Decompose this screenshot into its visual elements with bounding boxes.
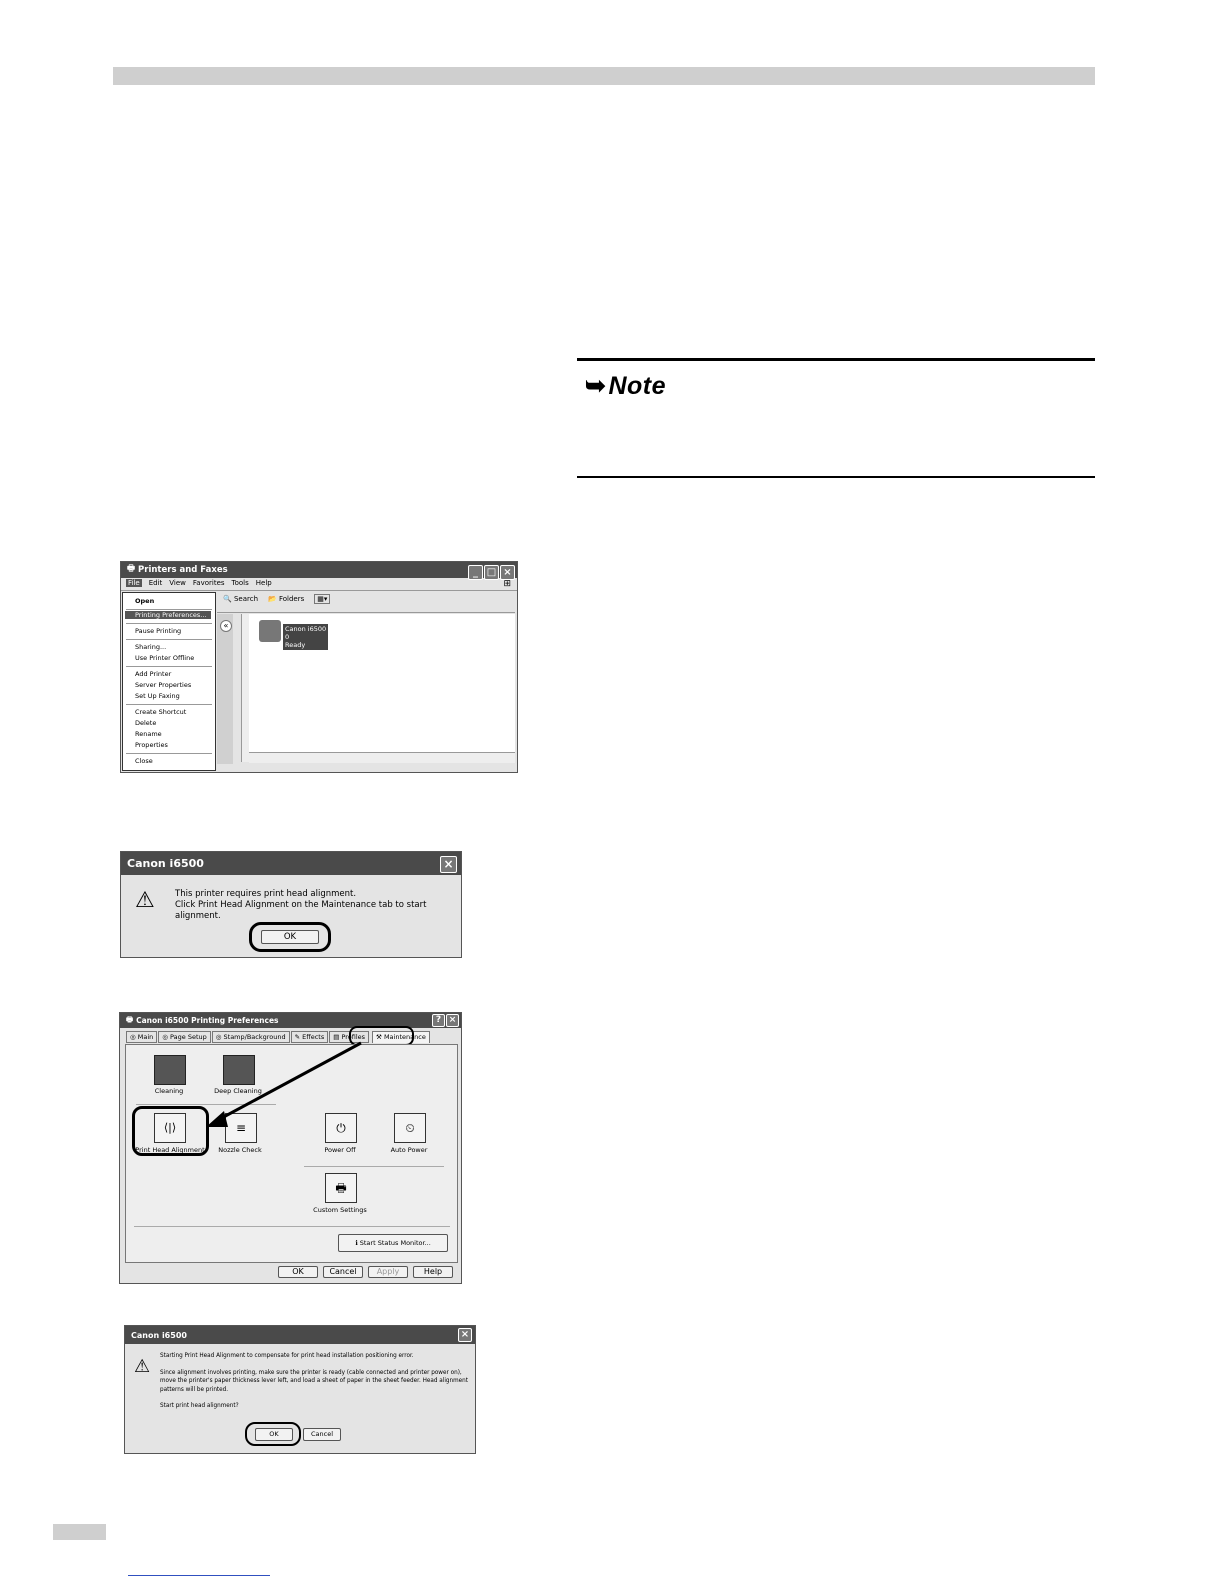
menu-item-close[interactable]: Close (135, 757, 153, 765)
views-button[interactable]: ▦▾ (314, 594, 330, 604)
printer-icon[interactable] (259, 620, 281, 642)
preferences-title: Canon i6500 Printing Preferences (136, 1016, 279, 1025)
menu-tools[interactable]: Tools (231, 579, 249, 587)
menu-edit[interactable]: Edit (148, 579, 163, 587)
nozzle-check-icon[interactable]: ≡ (225, 1113, 257, 1143)
help-icon[interactable]: ? (432, 1014, 445, 1027)
tab-stamp-background-label: Stamp/Background (223, 1033, 286, 1041)
tab-profiles-label: Profiles (341, 1033, 366, 1041)
warning-icon: ⚠ (134, 1356, 151, 1377)
tab-maintenance-label: Maintenance (383, 1033, 426, 1041)
tab-effects[interactable]: ✎ Effects (291, 1031, 329, 1043)
minimize-icon[interactable]: _ (468, 565, 483, 580)
menu-view[interactable]: View (169, 579, 186, 587)
menu-help[interactable]: Help (255, 579, 272, 587)
alert-title: Canon i6500 (127, 857, 204, 870)
menu-item-server-properties[interactable]: Server Properties (135, 681, 192, 689)
search-icon: 🔍 (223, 595, 232, 603)
menu-item-pause-printing[interactable]: Pause Printing (135, 627, 182, 635)
windows-logo-icon: ⊞ (503, 579, 511, 589)
apply-button[interactable]: Apply (368, 1266, 408, 1278)
menu-separator (126, 753, 212, 754)
toolbar-divider (217, 612, 515, 613)
toolbar (223, 594, 330, 604)
menu-item-rename[interactable]: Rename (135, 730, 162, 738)
deep-cleaning-label: Deep Cleaning (214, 1087, 262, 1095)
custom-settings-icon[interactable]: 🖶 (325, 1173, 357, 1203)
file-menu (122, 592, 216, 771)
printers-window (120, 561, 518, 773)
ok-button[interactable]: OK (261, 930, 319, 944)
search-button[interactable] (223, 595, 258, 603)
cleaning-label: Cleaning (154, 1087, 184, 1095)
menu-item-open[interactable]: Open (135, 597, 155, 605)
menu-item-delete[interactable]: Delete (135, 719, 157, 727)
printer-folder-icon: 🖶 (127, 564, 136, 574)
auto-power-label: Auto Power (390, 1146, 428, 1154)
start-dialog-titlebar (125, 1326, 475, 1344)
help-button[interactable]: Help (413, 1266, 453, 1278)
printers-title: Printers and Faxes (138, 565, 228, 575)
horizontal-scrollbar[interactable] (249, 752, 515, 763)
search-label: Search (233, 595, 259, 603)
start-line-2: Since alignment involves printing, make sure the printer is ready (cable connected and printer power on), move the printer's paper thickness lever left, and load a sheet of paper in the sheet feeder. Head alignment patterns will be printed. (160, 1369, 469, 1393)
start-dialog-message (160, 1352, 470, 1411)
menu-file[interactable]: File (128, 579, 140, 587)
printer-small-icon: 🖶 (126, 1015, 134, 1024)
alert-line-2: Click Print Head Alignment on the Maintenance tab to start alignment. (175, 900, 427, 921)
tab-effects-label: Effects (302, 1033, 325, 1041)
close-icon[interactable]: × (458, 1328, 472, 1342)
printers-titlebar (121, 562, 517, 578)
close-icon[interactable]: × (446, 1014, 459, 1027)
power-off-label: Power Off (324, 1146, 356, 1154)
status-monitor-icon: ℹ (355, 1239, 358, 1247)
cancel-button[interactable]: Cancel (323, 1266, 363, 1278)
menu-separator (126, 704, 212, 705)
note-arrow-icon: ➥ (585, 372, 607, 400)
ok-highlight-circle (249, 922, 331, 952)
menu-item-add-printer[interactable]: Add Printer (135, 670, 172, 678)
menubar-divider (121, 590, 517, 591)
menu-item-use-offline[interactable]: Use Printer Offline (135, 654, 195, 662)
printer-item[interactable] (283, 624, 328, 650)
menu-separator (126, 666, 212, 667)
alert-message (175, 889, 461, 922)
tab-main-label: Main (137, 1033, 154, 1041)
start-dialog-title: Canon i6500 (131, 1330, 187, 1340)
print-head-alignment-label: Print Head Alignment (135, 1146, 205, 1154)
auto-power-icon[interactable]: ⏲ (394, 1113, 426, 1143)
menu-separator (126, 623, 212, 624)
start-status-monitor-label: Start Status Monitor... (359, 1239, 431, 1247)
note-top-rule (577, 358, 1095, 361)
start-line-3: Start print head alignment? (160, 1403, 239, 1409)
power-off-icon[interactable]: ⏻ (325, 1113, 357, 1143)
header-bar (113, 67, 1095, 85)
pointer-arrow (120, 1013, 462, 1284)
print-head-alignment-icon[interactable]: ⟨|⟩ (154, 1113, 186, 1143)
tab-maintenance[interactable]: ⚒ Maintenance (372, 1031, 430, 1043)
ok-button[interactable]: OK (255, 1428, 293, 1441)
tab-profiles[interactable]: ▤ Profiles (329, 1031, 369, 1043)
tab-page-setup[interactable]: ◎ Page Setup (158, 1031, 210, 1043)
start-line-1: Starting Print Head Alignment to compensate for print head installation positioning error. (160, 1353, 414, 1359)
collapse-icon[interactable]: « (220, 620, 232, 632)
menu-item-set-up-faxing[interactable]: Set Up Faxing (135, 692, 180, 700)
printer-docs: 0 (285, 633, 290, 641)
page-tab (53, 1524, 106, 1540)
menu-separator (126, 639, 212, 640)
nozzle-check-label: Nozzle Check (218, 1146, 262, 1154)
folders-button[interactable] (268, 595, 304, 603)
ok-highlight-circle (245, 1422, 301, 1446)
menu-item-printing-preferences[interactable]: Printing Preferences... (125, 611, 211, 619)
maximize-icon[interactable]: □ (484, 565, 499, 580)
custom-settings-label: Custom Settings (313, 1206, 367, 1214)
alert-dialog (120, 851, 462, 958)
note-heading (585, 371, 666, 401)
menubar (126, 579, 279, 587)
footer-link-line (128, 1575, 270, 1576)
left-pane (217, 614, 233, 764)
folders-label: Folders (278, 595, 305, 603)
warning-icon: ⚠ (135, 888, 155, 913)
alert-titlebar (121, 852, 461, 875)
close-icon[interactable]: × (440, 856, 457, 873)
tab-stamp-background[interactable]: ◎ Stamp/Background (212, 1031, 290, 1043)
preferences-window (119, 1012, 462, 1284)
note-bottom-rule (577, 476, 1095, 478)
menu-favorites[interactable]: Favorites (192, 579, 225, 587)
menu-item-properties[interactable]: Properties (135, 741, 168, 749)
alert-line-1: This printer requires print head alignment. (175, 889, 357, 899)
tab-page-setup-label: Page Setup (170, 1033, 207, 1041)
printer-name: Canon i6500 (285, 625, 327, 633)
menu-item-create-shortcut[interactable]: Create Shortcut (135, 708, 187, 716)
note-title: Note (608, 372, 667, 400)
menu-item-sharing[interactable]: Sharing... (135, 643, 167, 651)
start-alignment-dialog (124, 1325, 476, 1454)
close-icon[interactable]: × (500, 565, 515, 580)
menu-separator (126, 609, 212, 610)
folders-icon: 📂 (268, 595, 277, 603)
ok-button[interactable]: OK (278, 1266, 318, 1278)
printer-status: Ready (285, 641, 306, 649)
cancel-button[interactable]: Cancel (303, 1428, 341, 1441)
printer-list (249, 614, 515, 752)
tab-main[interactable]: ◎ Main (126, 1031, 157, 1043)
